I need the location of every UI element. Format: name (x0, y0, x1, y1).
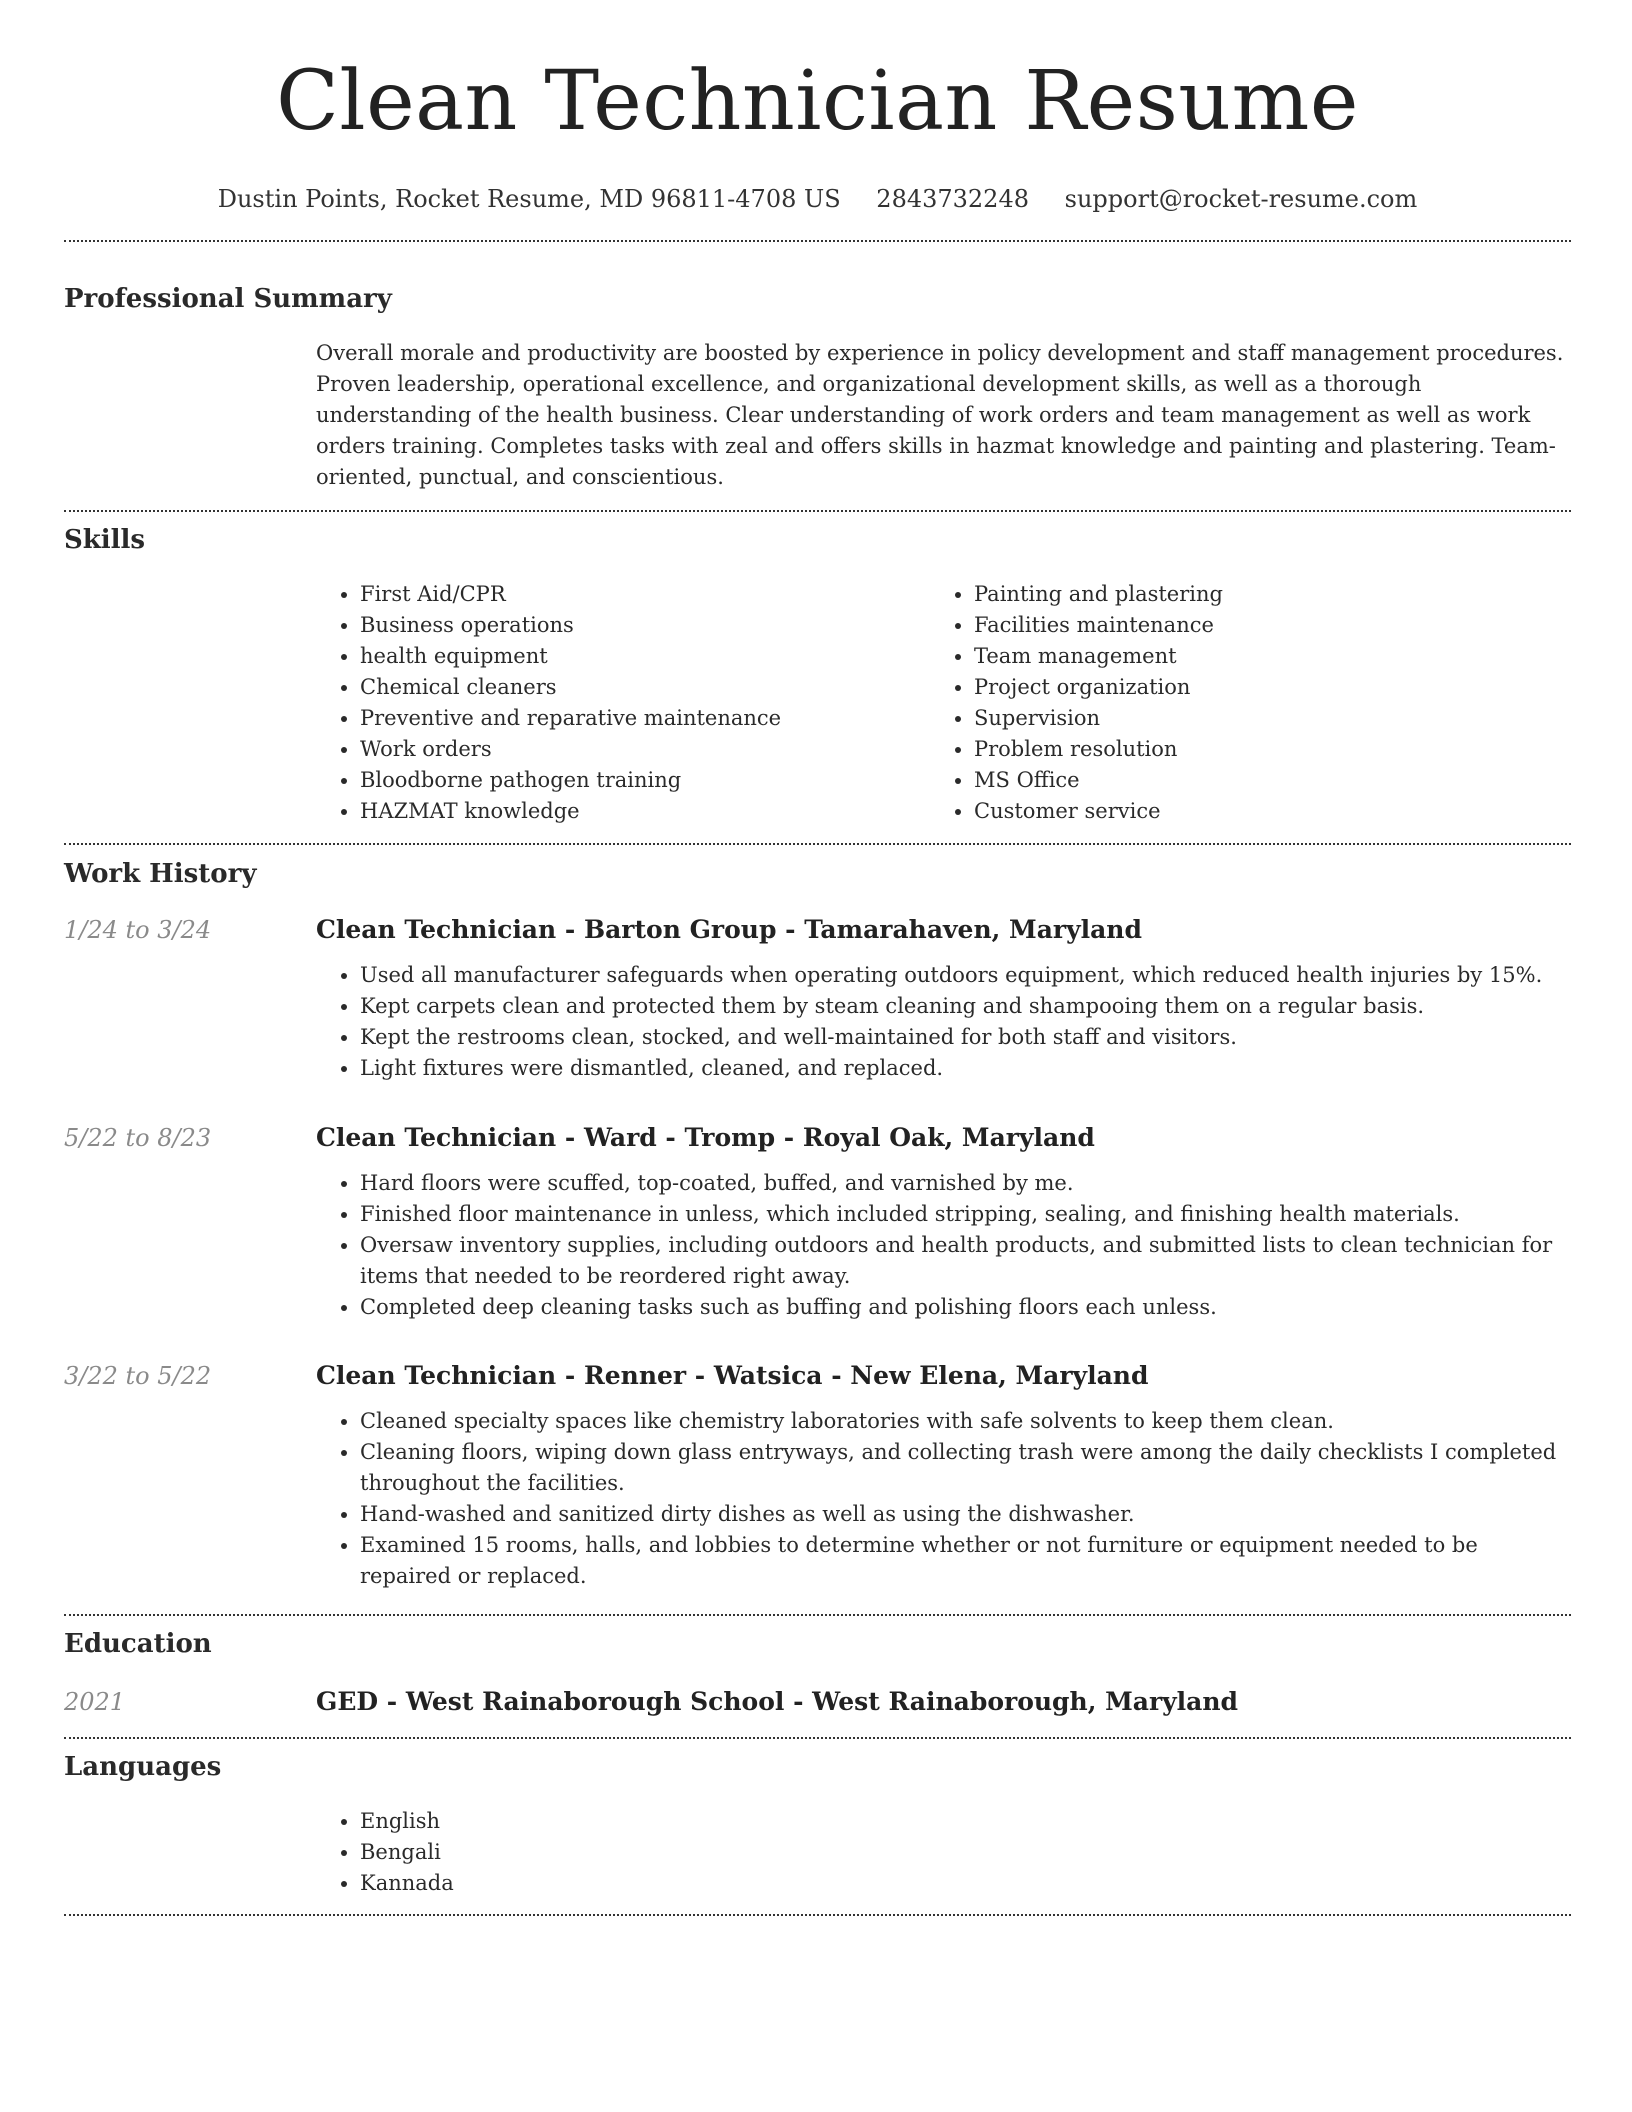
education-divider (64, 1737, 1571, 1739)
languages-content (316, 1806, 1571, 1899)
job-title: Clean Technician - Renner - Watsica - New Elena, Maryland (316, 1361, 1149, 1390)
summary-section (64, 283, 1571, 489)
languages-heading: Languages (64, 1752, 222, 1782)
skills-heading: Skills (64, 525, 146, 555)
skills-column-left (316, 579, 916, 827)
job-bullet: • Light fixtures were dismantled, cleaned, and replaced. (360, 1053, 1571, 1084)
work-divider (64, 1614, 1571, 1616)
skill-item: • Problem resolution (974, 734, 1530, 765)
skill-item: • Work orders (360, 734, 916, 765)
job-bullet: • Used all manufacturer safeguards when operating outdoors equipment, which reduced health injuries by 15%. (360, 960, 1571, 991)
language-item: • Bengali (360, 1837, 1571, 1868)
skills-divider (64, 843, 1571, 845)
job-dates: 3/22 to 5/22 (64, 1362, 212, 1390)
job-dates: 5/22 to 8/23 (64, 1124, 212, 1152)
resume-title: Clean Technician Resume (276, 54, 1359, 149)
resume-page (64, 0, 1571, 1895)
skill-item: • Painting and plastering (974, 579, 1530, 610)
skill-item: • Business operations (360, 610, 916, 641)
summary-heading: Professional Summary (64, 284, 392, 314)
skill-item: • Bloodborne pathogen training (360, 765, 916, 796)
education-heading: Education (64, 1629, 212, 1659)
summary-divider (64, 510, 1571, 512)
job-bullet: • Cleaned specialty spaces like chemistry laboratories with safe solvents to keep them clean. (360, 1406, 1571, 1437)
language-item: • Kannada (360, 1868, 1571, 1899)
language-item: • English (360, 1806, 1571, 1837)
skill-item: • Supervision (974, 703, 1530, 734)
skill-item: • Team management (974, 641, 1530, 672)
job-bullet: • Kept the restrooms clean, stocked, and well-maintained for both staff and visitors. (360, 1022, 1571, 1053)
education-year: 2021 (64, 1688, 126, 1716)
job-content (316, 1360, 1571, 1592)
work-section (64, 858, 1571, 890)
contact-line (64, 184, 1571, 214)
job-bullet: • Oversaw inventory supplies, including outdoors and health products, and submitted lists to clean technician for items that needed to be reordered right away. (360, 1230, 1571, 1292)
summary-text: Overall morale and productivity are boosted by experience in policy development and staff management procedures. Proven leadership, operational excellence, and organizational development skills, as well as a thorough understanding of the health business. Clear understanding of work orders and team management as well as work orders training. Completes tasks with zeal and offers skills in hazmat knowledge and painting and plastering. Team-oriented, punctual, and conscientious. (316, 341, 1564, 489)
job-bullet: • Kept carpets clean and protected them by steam cleaning and shampooing them on a regular basis. (360, 991, 1571, 1022)
skill-item: • First Aid/CPR (360, 579, 916, 610)
languages-divider (64, 1914, 1571, 1916)
contact-phone: 2843732248 (876, 185, 1029, 213)
job-content (316, 1122, 1571, 1323)
skill-item: • health equipment (360, 641, 916, 672)
education-content (316, 1686, 1571, 1732)
contact-email: support@rocket-resume.com (1064, 185, 1418, 213)
job-title: Clean Technician - Barton Group - Tamarahaven, Maryland (316, 915, 1142, 944)
skills-column-right (930, 579, 1530, 827)
contact-address: Dustin Points, Rocket Resume, MD 96811-4708 US (217, 185, 841, 213)
skills-section (64, 524, 1571, 823)
header-divider (64, 240, 1571, 242)
job-title: Clean Technician - Ward - Tromp - Royal Oak, Maryland (316, 1123, 1095, 1152)
work-heading: Work History (64, 859, 257, 889)
job-bullet: • Cleaning floors, wiping down glass entryways, and collecting trash were among the daily checklists I completed throughout the facilities. (360, 1437, 1571, 1499)
skill-item: • Facilities maintenance (974, 610, 1530, 641)
skill-item: • Chemical cleaners (360, 672, 916, 703)
job-content (316, 914, 1571, 1084)
skill-item: • Preventive and reparative maintenance (360, 703, 916, 734)
skills-content (316, 579, 1571, 827)
skill-item: • MS Office (974, 765, 1530, 796)
job-bullet: • Completed deep cleaning tasks such as buffing and polishing floors each unless. (360, 1292, 1571, 1323)
skill-item: • Project organization (974, 672, 1530, 703)
education-detail: GED - West Rainaborough School - West Rainaborough, Maryland (316, 1687, 1239, 1716)
skill-item: • HAZMAT knowledge (360, 796, 916, 827)
job-bullet: • Finished floor maintenance in unless, which included stripping, sealing, and finishing health materials. (360, 1199, 1571, 1230)
job-dates: 1/24 to 3/24 (64, 916, 212, 944)
summary-content (316, 338, 1571, 493)
languages-section (64, 1751, 1571, 1895)
skill-item: • Customer service (974, 796, 1530, 827)
job-bullet: • Hand-washed and sanitized dirty dishes as well as using the dishwasher. (360, 1499, 1571, 1530)
education-section (64, 1628, 1571, 1660)
job-bullet: • Hard floors were scuffed, top-coated, buffed, and varnished by me. (360, 1168, 1571, 1199)
job-bullet: • Examined 15 rooms, halls, and lobbies to determine whether or not furniture or equipment needed to be repaired or replaced. (360, 1530, 1571, 1592)
